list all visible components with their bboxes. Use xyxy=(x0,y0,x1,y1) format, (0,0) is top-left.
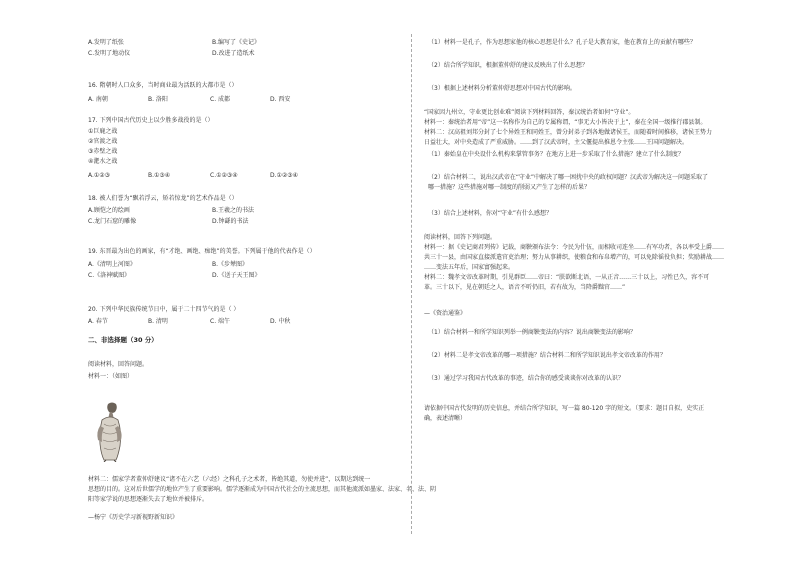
q22-material-line-2: 材料二：汉高祖刘邦分封了七个异姓王和同姓王，曾分封弟子到各地做诸侯王，而随着时间推移，诸侯王势力 xyxy=(424,129,713,136)
option-b: B.编写了《史记》 xyxy=(212,39,261,46)
q22-material-line-3: 日益壮大，对中央造成了严重威胁。……到了汉武帝时，主父偃提出推恩令主张……王国问题解决。 xyxy=(424,139,689,146)
q18-option-b: B.王羲之的书法 xyxy=(212,207,255,214)
q23-intro: 阅读材料，回答下列问题。 xyxy=(424,234,497,241)
q21-material-2-line-3: 阳等家学说的思想逐渐失去了地位并被排斥。 xyxy=(88,496,209,503)
q21-sub-1: （1）材料一是孔子，作为思想家他的核心思想是什么？孔子是大教育家，他在教育上的贡献有哪些？ xyxy=(428,39,696,46)
q23-source-heading: —《资治通鉴》 xyxy=(424,310,467,317)
q17-item-1: ①巨鹿之战 xyxy=(88,128,118,135)
q21-material-2-line-1: 材料二：儒家学者董仲舒建议“诸不在六艺（六经）之科孔子之术者，皆绝其道，勿使并进”，以期达到统一 xyxy=(88,476,371,483)
confucius-portrait-image xyxy=(92,400,128,462)
q24-prompt-line-2: 确，表述清晰） xyxy=(424,415,467,422)
q16-option-b: B. 洛阳 xyxy=(148,96,168,103)
q17-option-c: C.①②③④ xyxy=(210,172,238,179)
q23-material-line-1: 材料一：据《史记商君列传》记载，商鞅颁布法令：令民为什伍，而相收司连坐……有军功者，各以率受上爵…… xyxy=(424,244,725,251)
question-18-stem: 18. 被人们誉为“飘若浮云，矫若惊龙”的艺术作品是（） xyxy=(88,195,238,202)
q21-sub-3: （3）根据上述材料分析董仲舒思想对中国古代的影响。 xyxy=(428,85,576,92)
q19-option-a: A.《清明上河图》 xyxy=(88,261,136,268)
q23-sub-1: （1）结合材料一和所学知识列举一例商鞅变法的内容？说出商鞅变法的影响？ xyxy=(428,329,636,336)
q24-prompt-line-1: 请依据中国古代发明的历史信息，并结合所学知识，写一篇 80-120 字的短文。（要求：题目自拟，史实正 xyxy=(424,405,705,412)
option-a: A.发明了纸张 xyxy=(88,39,124,46)
q23-sub-3: （3）通过学习我国古代改革的事迹，结合你的感受谈谈你对改革的认识？ xyxy=(428,375,624,382)
column-divider xyxy=(411,34,412,534)
q22-material-line-1: 材料一：秦统治者用“帝”这一名称作为自己的专属称谓，“事无大小皆决于上”，秦在全国一级推行郡县制。 xyxy=(424,119,707,126)
q17-option-a: A.①②③ xyxy=(88,172,111,179)
q16-option-a: A. 南朝 xyxy=(88,96,108,103)
q18-option-a: A.顾恺之的绘画 xyxy=(88,207,130,214)
q17-item-2: ②官渡之战 xyxy=(88,138,118,145)
q20-option-a: A. 春节 xyxy=(88,318,108,325)
q21-source: —杨宁《历史学习新视野新知识》 xyxy=(88,514,179,521)
q20-option-d: D. 中秋 xyxy=(270,318,291,325)
q16-option-d: D. 西安 xyxy=(270,96,291,103)
q20-option-b: B. 清明 xyxy=(148,318,168,325)
question-16-stem: 16. 隋朝时人口众多，当时商业最为活跃的大都市是（） xyxy=(88,82,238,89)
q22-sub-1: （1）秦始皇在中央设什么机构来掌管事务？在地方上进一步采取了什么措施？建立了什么制度？ xyxy=(428,151,684,158)
q23-material-line-4: 材料二：魏孝文帝改革时期，引见群臣……帝曰：“朕欲断北语，一从正音……三十以上，习性已久，容不可 xyxy=(424,274,710,281)
q16-option-c: C. 成都 xyxy=(210,96,231,103)
q19-option-b: B.《步辇图》 xyxy=(212,261,249,268)
q18-option-d: D.钟繇的书法 xyxy=(212,218,249,225)
q21-material-1: 材料一：（如图） xyxy=(88,373,134,380)
q22-sub-2-line-2: 哪一措施？这些措施对哪一制度的削弱又产生了怎样的后果？ xyxy=(428,184,591,191)
question-19-stem: 19. 东晋最为出色的画家，有“才绝、画绝、痴绝”的美誉。下列属于他的代表作是（） xyxy=(88,248,316,255)
q18-option-c: C.龙门石窟的雕像 xyxy=(88,218,137,225)
question-20-stem: 20. 下列中华民族传统节日中，属于二十四节气的是（ ） xyxy=(88,306,240,313)
q17-option-b: B.①③④ xyxy=(148,172,171,179)
q23-material-line-3: ……变法五年后，国家富强起来。 xyxy=(424,264,515,271)
q17-option-d: D.①②③④ xyxy=(270,172,299,179)
q19-option-d: D.《送子天王图》 xyxy=(212,272,261,279)
q21-intro: 阅读材料，回答问题。 xyxy=(88,361,149,368)
q22-sub-3: （3）结合上述材料，你对“守业”有什么感想？ xyxy=(428,210,553,217)
q17-item-4: ④淝水之战 xyxy=(88,158,118,165)
q23-sub-2: （2）材料二是孝文帝改革的哪一项措施？结合材料二和所学知识说出孝文帝改革的作用？ xyxy=(428,352,666,359)
q17-item-3: ③赤壁之战 xyxy=(88,148,118,155)
q23-material-line-5: 革。三十以下，见在朝廷之人，语音不听仍旧，若有故为，当降爵黜官……” xyxy=(424,284,626,291)
q23-material-line-2: 共三十一县，由国家直接派遣官吏治理；努力从事耕织，使粮食和布帛增产的，可以免除徭役负担；奖励耕战…… xyxy=(424,254,725,261)
option-c: C.发明了地动仪 xyxy=(88,50,131,57)
q22-sub-2-line-1: （2）结合材料二，说出汉武帝在“守业”中解决了哪一困扰中央的政权问题？汉武帝为解决这一问题采取了 xyxy=(428,174,709,181)
q21-material-2-line-2: 思想的目的。这对后世儒学的地位产生了重要影响。儒学逐渐成为中国古代社会的主流思想，而其他流派如墨家、法家、名、法、阴 xyxy=(88,486,437,493)
q20-option-c: C. 端午 xyxy=(210,318,231,325)
q21-sub-2: （2）结合所学知识，根据董仲舒的建议反映出了什么思想？ xyxy=(428,62,588,69)
q19-option-c: C.《洛神赋图》 xyxy=(88,272,131,279)
q22-intro: “国家因九州立，守业更比创业难”阅读下列材料回答，秦汉统治者如何“守业”。 xyxy=(424,109,635,116)
section-heading-nonchoice: 二、非选择题（30 分） xyxy=(88,336,158,344)
option-d: D.改进了造纸术 xyxy=(212,50,255,57)
question-17-stem: 17. 下列中国古代历史上以少胜多战役的是（） xyxy=(88,117,214,124)
